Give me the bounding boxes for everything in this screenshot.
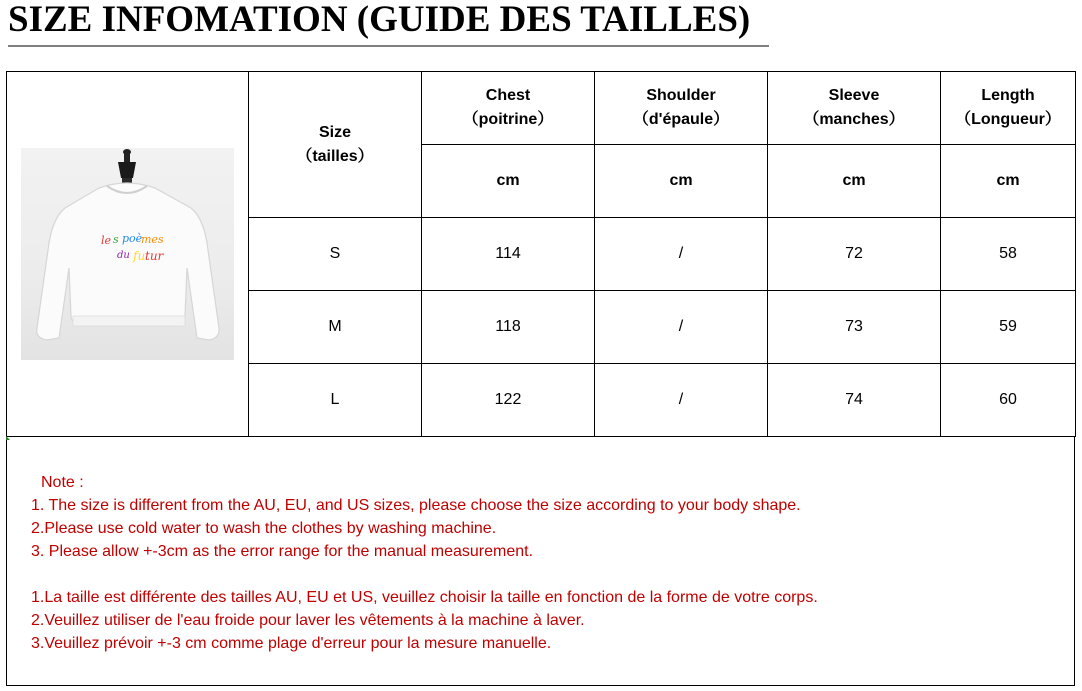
header-chest xyxy=(422,72,595,145)
header-chest-label: Chest xyxy=(485,87,531,104)
svg-text:tur: tur xyxy=(145,249,164,263)
unit-length: cm xyxy=(941,145,1076,218)
header-length xyxy=(941,72,1076,145)
svg-text:s: s xyxy=(113,233,119,246)
notes-heading: Note : xyxy=(41,474,84,491)
cell-shoulder: / xyxy=(595,291,768,364)
cell-chest: 122 xyxy=(422,364,595,437)
cell-chest: 114 xyxy=(422,218,595,291)
product-image-cell xyxy=(7,72,249,437)
header-size-label: Size xyxy=(318,123,351,141)
note-fr-1: 1.La taille est différente des tailles AU, EU et US, veuillez choisir la taille en fonction de la forme de votre corps. xyxy=(31,589,818,606)
svg-text:mes: mes xyxy=(141,233,164,246)
page-title: SIZE INFOMATION (GUIDE DES TAILLES) xyxy=(8,0,751,40)
header-sleeve xyxy=(768,72,941,145)
header-length-label: Length xyxy=(981,87,1035,104)
header-shoulder xyxy=(595,72,768,145)
cell-length: 60 xyxy=(941,364,1076,437)
cell-sleeve: 73 xyxy=(768,291,941,364)
header-size-label-fr: （tailles） xyxy=(296,147,374,165)
note-en-3: 3. Please allow +-3cm as the error range for the manual measurement. xyxy=(31,543,534,560)
cell-length: 58 xyxy=(941,218,1076,291)
note-en-1: 1. The size is different from the AU, EU, and US sizes, please choose the size according to your body shape. xyxy=(31,497,801,514)
row-size: M xyxy=(249,291,422,364)
svg-text:le: le xyxy=(101,234,112,247)
cell-shoulder: / xyxy=(595,364,768,437)
size-table xyxy=(6,71,1076,437)
row-size: S xyxy=(249,218,422,291)
header-sleeve-label-fr: （manches） xyxy=(803,111,905,128)
cell-sleeve: 74 xyxy=(768,364,941,437)
header-shoulder-label-fr: （d'épaule） xyxy=(632,111,730,128)
note-en-2: 2.Please use cold water to wash the clothes by washing machine. xyxy=(31,520,497,537)
unit-sleeve: cm xyxy=(768,145,941,218)
svg-text:du: du xyxy=(117,250,130,261)
cell-chest: 118 xyxy=(422,291,595,364)
header-size xyxy=(249,72,422,218)
header-length-label-fr: （Longueur） xyxy=(955,111,1061,128)
row-size: L xyxy=(249,364,422,437)
notes-box xyxy=(6,436,1075,686)
unit-shoulder: cm xyxy=(595,145,768,218)
notes-spacer xyxy=(31,563,818,586)
note-fr-3: 3.Veuillez prévoir +-3 cm comme plage d'erreur pour la mesure manuelle. xyxy=(31,635,552,652)
cell-length: 59 xyxy=(941,291,1076,364)
svg-text:poè: poè xyxy=(122,232,143,245)
white-sweatshirt-on-mannequin-icon xyxy=(21,148,234,360)
cell-sleeve: 72 xyxy=(768,218,941,291)
unit-chest: cm xyxy=(422,145,595,218)
corner-marker xyxy=(6,436,10,440)
note-fr-2: 2.Veuillez utiliser de l'eau froide pour laver les vêtements à la machine à laver. xyxy=(31,612,585,629)
svg-text:fu: fu xyxy=(133,249,146,263)
header-chest-label-fr: （poitrine） xyxy=(462,111,554,128)
title-underline xyxy=(8,45,769,47)
header-sleeve-label: Sleeve xyxy=(828,87,880,104)
notes-text xyxy=(31,471,818,655)
cell-shoulder: / xyxy=(595,218,768,291)
header-shoulder-label: Shoulder xyxy=(646,87,716,104)
